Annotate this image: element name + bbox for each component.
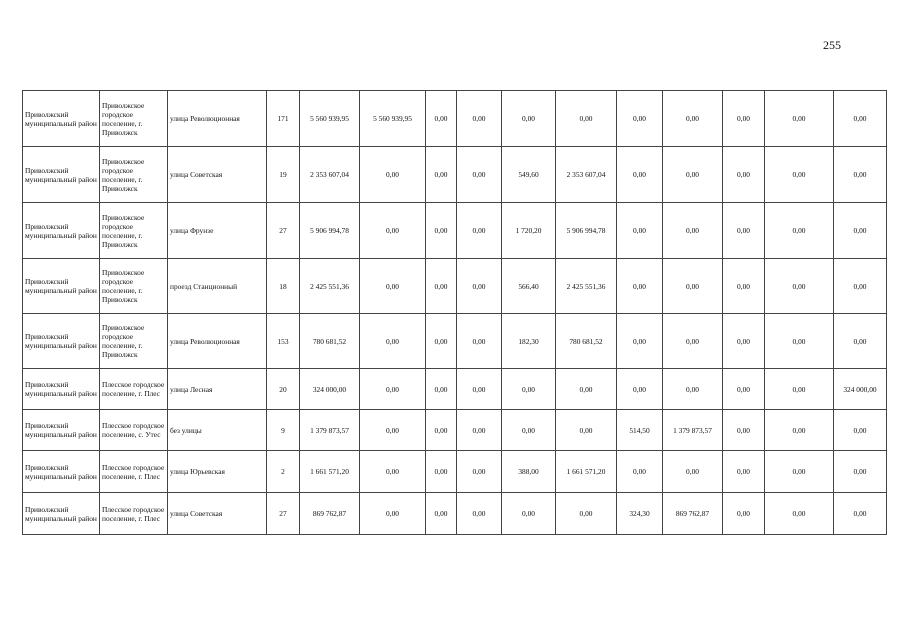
cell-amount-col-15: 0,00 [834, 493, 887, 535]
table-row [23, 203, 887, 259]
cell-amount-col-14: 0,00 [765, 410, 834, 451]
cell-house-number: 18 [267, 259, 300, 314]
cell-amount-col-13: 0,00 [723, 91, 765, 147]
cell-amount-col-6: 5 560 939,95 [360, 91, 426, 147]
cell-amount-col-12: 869 762,87 [663, 493, 723, 535]
table-row [23, 410, 887, 451]
cell-amount-col-7: 0,00 [426, 451, 457, 493]
cell-amount-col-14: 0,00 [765, 314, 834, 369]
cell-amount-total: 5 906 994,78 [300, 203, 360, 259]
cell-area-col-9: 388,00 [502, 451, 556, 493]
cell-amount-col-13: 0,00 [723, 314, 765, 369]
cell-settlement: Приволжское городское поселение, г. Приволжск [100, 203, 168, 259]
cell-settlement: Плесское городское поселение, г. Плес [100, 369, 168, 410]
cell-amount-col-12: 0,00 [663, 451, 723, 493]
cell-district: Приволжский муниципальный район [23, 493, 100, 535]
cell-amount-col-10: 0,00 [556, 410, 617, 451]
table-row [23, 369, 887, 410]
cell-area-col-11: 0,00 [617, 369, 663, 410]
cell-amount-col-10: 0,00 [556, 91, 617, 147]
cell-district: Приволжский муниципальный район [23, 451, 100, 493]
cell-amount-col-8: 0,00 [457, 203, 502, 259]
cell-amount-col-13: 0,00 [723, 203, 765, 259]
cell-area-col-11: 0,00 [617, 147, 663, 203]
cell-area-col-11: 514,50 [617, 410, 663, 451]
cell-area-col-11: 0,00 [617, 91, 663, 147]
cell-amount-col-14: 0,00 [765, 451, 834, 493]
cell-street: улица Юрьевская [168, 451, 267, 493]
cell-amount-col-6: 0,00 [360, 493, 426, 535]
table-row [23, 91, 887, 147]
cell-amount-total: 1 661 571,20 [300, 451, 360, 493]
cell-amount-col-13: 0,00 [723, 410, 765, 451]
cell-house-number: 153 [267, 314, 300, 369]
cell-street: без улицы [168, 410, 267, 451]
cell-street: улица Революционная [168, 91, 267, 147]
cell-amount-col-10: 1 661 571,20 [556, 451, 617, 493]
cell-amount-col-13: 0,00 [723, 147, 765, 203]
cell-district: Приволжский муниципальный район [23, 147, 100, 203]
cell-amount-col-14: 0,00 [765, 203, 834, 259]
cell-amount-col-15: 324 000,00 [834, 369, 887, 410]
cell-settlement: Плесское городское поселение, г. Плес [100, 493, 168, 535]
cell-area-col-9: 0,00 [502, 91, 556, 147]
cell-amount-col-10: 2 425 551,36 [556, 259, 617, 314]
cell-amount-col-12: 0,00 [663, 91, 723, 147]
cell-amount-col-12: 0,00 [663, 314, 723, 369]
cell-area-col-11: 0,00 [617, 451, 663, 493]
cell-amount-col-6: 0,00 [360, 203, 426, 259]
cell-amount-col-6: 0,00 [360, 314, 426, 369]
cell-settlement: Приволжское городское поселение, г. Приволжск [100, 91, 168, 147]
cell-area-col-11: 0,00 [617, 314, 663, 369]
cell-street: улица Советская [168, 147, 267, 203]
cell-amount-col-14: 0,00 [765, 493, 834, 535]
cell-amount-col-10: 5 906 994,78 [556, 203, 617, 259]
cell-amount-col-8: 0,00 [457, 147, 502, 203]
cell-amount-col-8: 0,00 [457, 314, 502, 369]
cell-amount-total: 5 560 939,95 [300, 91, 360, 147]
cell-house-number: 27 [267, 203, 300, 259]
cell-amount-col-7: 0,00 [426, 410, 457, 451]
cell-settlement: Плесское городское поселение, с. Утес [100, 410, 168, 451]
table-row [23, 147, 887, 203]
cell-amount-col-7: 0,00 [426, 91, 457, 147]
cell-amount-col-10: 2 353 607,04 [556, 147, 617, 203]
cell-amount-col-12: 0,00 [663, 369, 723, 410]
cell-amount-col-10: 780 681,52 [556, 314, 617, 369]
cell-street: улица Фрунзе [168, 203, 267, 259]
cell-amount-total: 780 681,52 [300, 314, 360, 369]
cell-district: Приволжский муниципальный район [23, 91, 100, 147]
cell-amount-col-8: 0,00 [457, 493, 502, 535]
cell-amount-col-12: 0,00 [663, 203, 723, 259]
cell-amount-col-13: 0,00 [723, 451, 765, 493]
cell-amount-col-12: 0,00 [663, 147, 723, 203]
cell-area-col-9: 0,00 [502, 369, 556, 410]
table-row [23, 314, 887, 369]
cell-street: улица Лесная [168, 369, 267, 410]
cell-area-col-11: 0,00 [617, 203, 663, 259]
cell-amount-col-15: 0,00 [834, 314, 887, 369]
table-row [23, 493, 887, 535]
cell-amount-col-8: 0,00 [457, 91, 502, 147]
table-row [23, 451, 887, 493]
cell-amount-col-13: 0,00 [723, 369, 765, 410]
cell-settlement: Плесское городское поселение, г. Плес [100, 451, 168, 493]
cell-district: Приволжский муниципальный район [23, 314, 100, 369]
cell-area-col-9: 566,40 [502, 259, 556, 314]
cell-house-number: 2 [267, 451, 300, 493]
cell-amount-col-14: 0,00 [765, 369, 834, 410]
page-number: 255 [823, 38, 841, 52]
cell-amount-col-15: 0,00 [834, 147, 887, 203]
cell-house-number: 20 [267, 369, 300, 410]
cell-amount-col-14: 0,00 [765, 147, 834, 203]
cell-amount-col-15: 0,00 [834, 259, 887, 314]
cell-amount-col-6: 0,00 [360, 410, 426, 451]
cell-house-number: 19 [267, 147, 300, 203]
cell-amount-col-7: 0,00 [426, 314, 457, 369]
cell-amount-col-15: 0,00 [834, 410, 887, 451]
cell-amount-col-10: 0,00 [556, 493, 617, 535]
cell-amount-col-15: 0,00 [834, 91, 887, 147]
cell-district: Приволжский муниципальный район [23, 410, 100, 451]
cell-amount-total: 324 000,00 [300, 369, 360, 410]
cell-amount-total: 1 379 873,57 [300, 410, 360, 451]
cell-settlement: Приволжское городское поселение, г. Приволжск [100, 147, 168, 203]
cell-street: улица Революционная [168, 314, 267, 369]
cell-street: проезд Станционный [168, 259, 267, 314]
cell-amount-col-6: 0,00 [360, 369, 426, 410]
cell-settlement: Приволжское городское поселение, г. Приволжск [100, 314, 168, 369]
cell-area-col-9: 182,30 [502, 314, 556, 369]
cell-area-col-9: 0,00 [502, 410, 556, 451]
cell-house-number: 171 [267, 91, 300, 147]
cell-amount-col-7: 0,00 [426, 493, 457, 535]
table-body [23, 91, 887, 535]
cell-district: Приволжский муниципальный район [23, 259, 100, 314]
cell-amount-col-7: 0,00 [426, 259, 457, 314]
cell-district: Приволжский муниципальный район [23, 369, 100, 410]
cell-amount-col-14: 0,00 [765, 91, 834, 147]
cell-amount-col-15: 0,00 [834, 451, 887, 493]
cell-amount-total: 2 353 607,04 [300, 147, 360, 203]
cell-district: Приволжский муниципальный район [23, 203, 100, 259]
cell-area-col-9: 549,60 [502, 147, 556, 203]
cell-amount-col-7: 0,00 [426, 369, 457, 410]
cell-amount-col-13: 0,00 [723, 259, 765, 314]
cell-house-number: 9 [267, 410, 300, 451]
cell-area-col-9: 1 720,20 [502, 203, 556, 259]
cell-amount-col-13: 0,00 [723, 493, 765, 535]
table-row [23, 259, 887, 314]
cell-amount-col-12: 1 379 873,57 [663, 410, 723, 451]
cell-area-col-9: 0,00 [502, 493, 556, 535]
data-table [22, 90, 887, 535]
cell-amount-col-7: 0,00 [426, 147, 457, 203]
cell-amount-col-8: 0,00 [457, 369, 502, 410]
cell-amount-col-8: 0,00 [457, 451, 502, 493]
cell-amount-col-6: 0,00 [360, 147, 426, 203]
cell-house-number: 27 [267, 493, 300, 535]
cell-amount-col-8: 0,00 [457, 259, 502, 314]
cell-amount-col-8: 0,00 [457, 410, 502, 451]
cell-area-col-11: 0,00 [617, 259, 663, 314]
cell-amount-col-14: 0,00 [765, 259, 834, 314]
cell-street: улица Советская [168, 493, 267, 535]
cell-amount-col-12: 0,00 [663, 259, 723, 314]
cell-area-col-11: 324,30 [617, 493, 663, 535]
cell-amount-col-7: 0,00 [426, 203, 457, 259]
cell-amount-col-6: 0,00 [360, 259, 426, 314]
cell-amount-col-10: 0,00 [556, 369, 617, 410]
cell-amount-col-15: 0,00 [834, 203, 887, 259]
cell-settlement: Приволжское городское поселение, г. Приволжск [100, 259, 168, 314]
cell-amount-total: 869 762,87 [300, 493, 360, 535]
cell-amount-col-6: 0,00 [360, 451, 426, 493]
cell-amount-total: 2 425 551,36 [300, 259, 360, 314]
